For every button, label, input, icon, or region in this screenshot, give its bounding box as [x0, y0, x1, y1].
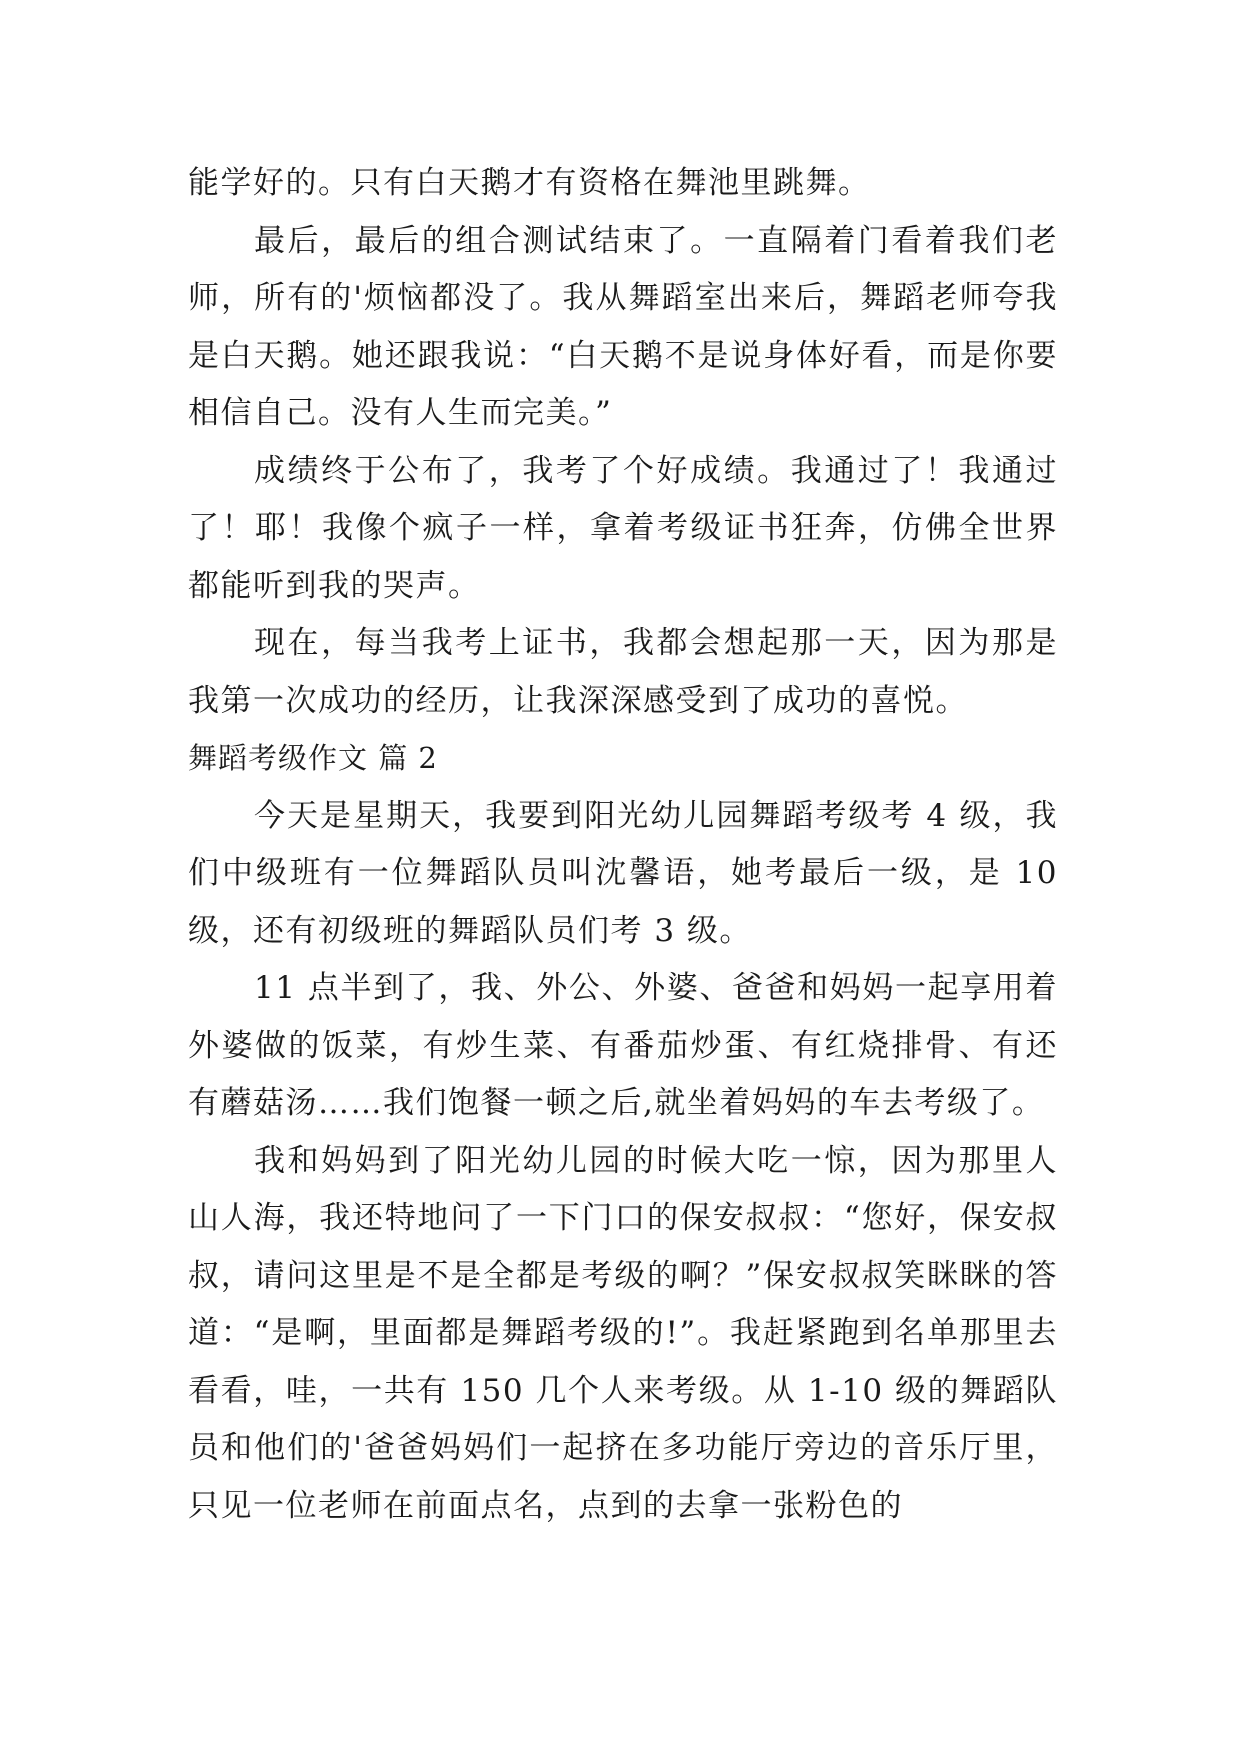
paragraph: 11 点半到了，我、外公、外婆、爸爸和妈妈一起享用着外婆做的饭菜，有炒生菜、有番茄炒蛋、有红烧排骨、有还有蘑菇汤……我们饱餐一顿之后,就坐着妈妈的车去考级了。 — [188, 970, 1058, 1121]
paragraph: 成绩终于公布了，我考了个好成绩。我通过了！我通过了！耶！我像个疯子一样，拿着考级证书狂奔，仿佛全世界都能听到我的哭声。 — [188, 452, 1058, 604]
paragraph: 最后，最后的组合测试结束了。一直隔着门看着我们老师，所有的'烦恼都没了。我从舞蹈室出来后，舞蹈老师夸我是白天鹅。她还跟我说：“白天鹅不是说身体好看，而是你要相信自己。没有人生而完美。” — [188, 222, 1058, 431]
paragraph: 我和妈妈到了阳光幼儿园的时候大吃一惊，因为那里人山人海，我还特地问了一下门口的保安叔叔：“您好，保安叔叔，请问这里是不是全都是考级的啊？”保安叔叔笑眯眯的答道：“是啊，里面都是舞蹈考级的!”。我赶紧跑到名单那里去看看，哇，一共有 150 几个人来考级。从 1-10 级的舞蹈队员和他们的'爸爸妈妈们一起挤在多功能厅旁边的音乐厅里，只见一位老师在前面点名，点到的去拿一张粉色的 — [188, 1142, 1058, 1524]
paragraph-continued: 能学好的。只有白天鹅才有资格在舞池里跳舞。 — [188, 165, 871, 201]
document-body — [188, 155, 1058, 1535]
paragraph: 今天是星期天，我要到阳光幼儿园舞蹈考级考 4 级，我们中级班有一位舞蹈队员叫沈馨语，她考最后一级，是 10级，还有初级班的舞蹈队员们考 3 级。 — [188, 797, 1058, 949]
paragraph: 现在，每当我考上证书，我都会想起那一天，因为那是我第一次成功的经历，让我深深感受到了成功的喜悦。 — [188, 625, 1058, 719]
section-heading: 舞蹈考级作文 篇 2 — [188, 741, 438, 775]
